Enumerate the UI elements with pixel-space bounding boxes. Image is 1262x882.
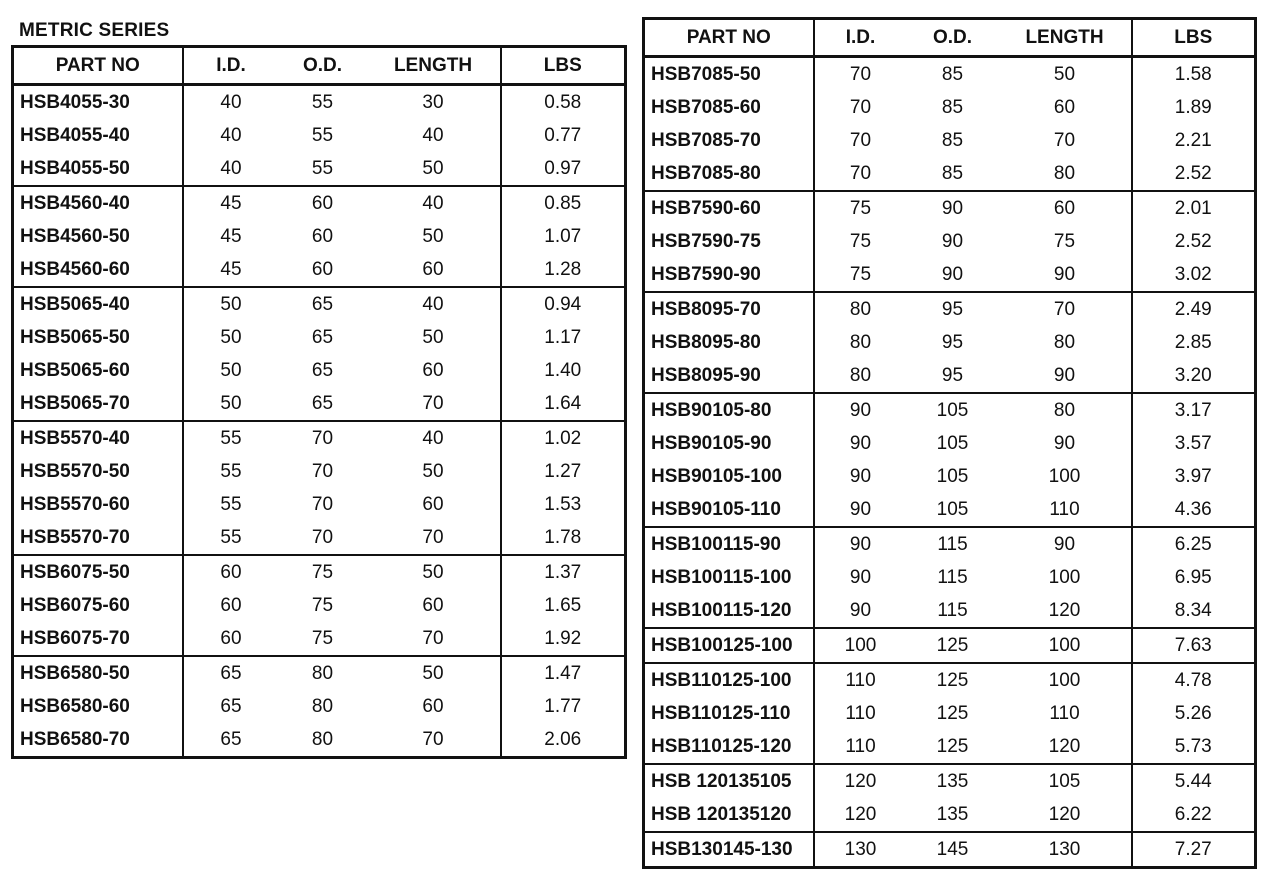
table-row [644,91,1256,124]
cell-lbs: 2.01 [1132,191,1256,225]
table-row [644,427,1256,460]
cell-length: 50 [367,656,501,690]
cell-lbs: 2.06 [544,728,582,750]
cell-od: 65 [311,359,334,381]
cell-od: 115 [907,527,999,561]
cell-od: 115 [937,599,968,621]
table-row [644,527,1256,561]
cell-part-no: HSB4055-40 [13,119,183,152]
cell-od: 105 [907,393,999,427]
col-header-part-no: PART NO [644,19,814,57]
cell-id: 65 [183,656,279,690]
table-row [644,460,1256,493]
cell-id: 50 [220,392,242,414]
metric-series-table-right [642,17,1257,869]
cell-lbs: 0.97 [544,157,582,179]
cell-id: 40 [220,124,242,146]
cell-length: 105 [999,764,1132,798]
cell-id: 60 [220,627,242,649]
table-row [644,124,1256,157]
col-header-od: O.D. [279,47,367,85]
cell-od: 85 [941,96,964,118]
col-header-od: O.D. [907,19,999,57]
cell-lbs: 0.85 [501,186,626,220]
cell-od: 55 [311,157,334,179]
cell-od: 65 [311,326,334,348]
table-row [644,764,1256,798]
cell-length: 50 [367,220,501,253]
table-row [644,493,1256,527]
cell-length: 90 [999,427,1132,460]
cell-lbs: 3.97 [1174,465,1212,487]
cell-id: 90 [849,599,872,621]
table-row [13,555,626,589]
cell-id: 130 [814,832,907,868]
cell-length: 110 [999,493,1132,527]
cell-part-no: HSB6580-50 [13,656,183,690]
table-row [13,186,626,220]
cell-od: 145 [907,832,999,868]
cell-length: 40 [367,186,501,220]
cell-length: 60 [367,690,501,723]
cell-lbs: 0.77 [544,124,582,146]
cell-od: 135 [907,764,999,798]
cell-part-no: HSB4560-50 [13,220,183,253]
cell-id: 90 [814,393,907,427]
table-row [13,690,626,723]
cell-length: 50 [367,555,501,589]
table-row [644,157,1256,191]
cell-part-no: HSB110125-110 [644,697,814,730]
cell-id: 50 [220,359,242,381]
cell-lbs: 5.73 [1174,735,1212,757]
table-row [13,152,626,186]
cell-length: 50 [999,57,1132,92]
cell-od: 70 [279,421,367,455]
cell-od: 125 [936,702,969,724]
cell-part-no: HSB5065-40 [13,287,183,321]
cell-lbs: 0.58 [544,91,582,113]
cell-part-no: HSB7590-90 [644,258,814,292]
table-row [13,421,626,455]
table-row [644,628,1256,663]
cell-od: 80 [311,728,334,750]
cell-od: 80 [311,695,334,717]
cell-od: 105 [936,498,969,520]
cell-length: 50 [367,152,501,186]
cell-length: 90 [999,359,1132,393]
table-row [644,292,1256,326]
cell-length: 70 [367,521,501,555]
cell-lbs: 7.63 [1132,628,1256,663]
table-row [644,393,1256,427]
cell-id: 110 [845,702,876,724]
table-row [13,119,626,152]
cell-length: 100 [999,561,1132,594]
cell-lbs: 1.77 [544,695,582,717]
table-row [644,258,1256,292]
table-row [13,622,626,656]
cell-id: 55 [220,460,242,482]
cell-part-no: HSB90105-110 [644,493,814,527]
cell-lbs: 6.22 [1174,803,1212,825]
cell-od: 125 [907,663,999,697]
cell-part-no: HSB6580-70 [13,723,183,758]
cell-od: 70 [311,493,334,515]
col-header-part-no: PART NO [13,47,183,85]
table-row [13,589,626,622]
table-row [13,723,626,758]
cell-part-no: HSB5570-50 [13,455,183,488]
cell-od: 60 [279,186,367,220]
cell-length: 120 [999,594,1132,628]
cell-part-no: HSB90105-90 [644,427,814,460]
cell-lbs: 4.36 [1174,498,1212,520]
table-row [13,287,626,321]
cell-id: 120 [814,764,907,798]
cell-lbs: 2.21 [1174,129,1212,151]
cell-part-no: HSB7085-70 [644,124,814,157]
cell-od: 105 [936,465,969,487]
cell-part-no: HSB5065-70 [13,387,183,421]
cell-lbs: 3.20 [1174,364,1212,386]
cell-length: 60 [367,488,501,521]
cell-lbs: 1.27 [544,460,582,482]
cell-id: 50 [183,287,279,321]
cell-length: 90 [999,527,1132,561]
cell-part-no: HSB8095-90 [644,359,814,393]
cell-od: 95 [907,292,999,326]
cell-part-no: HSB7085-60 [644,91,814,124]
header-row [13,47,626,85]
cell-od: 55 [311,124,334,146]
table-row [644,561,1256,594]
cell-lbs: 2.52 [1174,162,1212,184]
cell-lbs: 2.49 [1132,292,1256,326]
cell-length: 100 [999,460,1132,493]
table-row [644,191,1256,225]
table-row [644,663,1256,697]
cell-id: 75 [849,263,872,285]
cell-part-no: HSB100115-90 [644,527,814,561]
cell-id: 40 [220,157,242,179]
col-header-length: LENGTH [999,19,1132,57]
cell-lbs: 1.64 [544,392,582,414]
cell-part-no: HSB6075-70 [13,622,183,656]
cell-od: 90 [941,263,964,285]
table-row [644,225,1256,258]
cell-id: 90 [849,498,872,520]
page-title: METRIC SERIES [19,20,170,41]
cell-length: 70 [367,723,501,758]
cell-od: 65 [279,287,367,321]
cell-length: 80 [999,157,1132,191]
cell-lbs: 1.53 [544,493,582,515]
cell-lbs: 3.02 [1174,263,1212,285]
table-row [644,594,1256,628]
cell-part-no: HSB 120135120 [644,798,814,832]
cell-part-no: HSB130145-130 [644,832,814,868]
cell-lbs: 1.17 [544,326,582,348]
cell-lbs: 5.26 [1174,702,1212,724]
cell-part-no: HSB7590-60 [644,191,814,225]
cell-length: 110 [999,697,1132,730]
cell-od: 125 [907,628,999,663]
cell-id: 70 [849,63,872,85]
header-row [644,19,1256,57]
cell-od: 60 [311,225,334,247]
cell-id: 90 [849,432,872,454]
cell-part-no: HSB 120135105 [644,764,814,798]
cell-lbs: 3.17 [1132,393,1256,427]
cell-id: 55 [183,421,279,455]
cell-part-no: HSB4055-50 [13,152,183,186]
cell-length: 40 [367,119,501,152]
cell-id: 45 [220,258,242,280]
cell-length: 90 [999,258,1132,292]
cell-part-no: HSB4560-40 [13,186,183,220]
cell-lbs: 2.85 [1174,331,1212,353]
cell-length: 50 [367,455,501,488]
cell-od: 85 [941,63,964,85]
cell-length: 70 [367,622,501,656]
cell-id: 40 [220,91,242,113]
cell-part-no: HSB90105-80 [644,393,814,427]
cell-od: 55 [311,91,334,113]
cell-length: 130 [999,832,1132,868]
col-header-lbs: LBS [501,47,626,85]
cell-part-no: HSB5570-40 [13,421,183,455]
cell-id: 55 [220,526,242,548]
cell-id: 65 [220,695,242,717]
table-row [644,730,1256,764]
cell-od: 85 [941,162,964,184]
cell-lbs: 1.37 [501,555,626,589]
table-row [13,488,626,521]
cell-part-no: HSB8095-80 [644,326,814,359]
cell-lbs: 1.89 [1174,96,1212,118]
cell-part-no: HSB7590-75 [644,225,814,258]
cell-part-no: HSB5570-60 [13,488,183,521]
cell-part-no: HSB100115-120 [644,594,814,628]
cell-lbs: 2.52 [1174,230,1212,252]
cell-length: 60 [367,354,501,387]
table-row [13,521,626,555]
cell-lbs: 1.07 [544,225,582,247]
col-header-length: LENGTH [367,47,501,85]
cell-length: 75 [999,225,1132,258]
col-header-lbs: LBS [1132,19,1256,57]
cell-length: 40 [367,287,501,321]
cell-lbs: 6.95 [1174,566,1212,588]
cell-id: 50 [220,326,242,348]
cell-length: 120 [999,798,1132,832]
cell-od: 95 [941,364,964,386]
table-row [644,326,1256,359]
cell-id: 90 [814,527,907,561]
cell-lbs: 6.25 [1132,527,1256,561]
cell-id: 70 [849,129,872,151]
cell-length: 100 [999,663,1132,697]
table-row [13,253,626,287]
cell-id: 80 [849,364,872,386]
cell-lbs: 5.44 [1132,764,1256,798]
cell-part-no: HSB5065-60 [13,354,183,387]
cell-od: 115 [937,566,968,588]
table-row [13,321,626,354]
cell-part-no: HSB7085-50 [644,57,814,92]
cell-length: 80 [999,393,1132,427]
cell-length: 60 [999,91,1132,124]
cell-length: 70 [999,124,1132,157]
cell-part-no: HSB5570-70 [13,521,183,555]
cell-length: 70 [999,292,1132,326]
cell-part-no: HSB90105-100 [644,460,814,493]
cell-od: 95 [941,331,964,353]
cell-od: 85 [941,129,964,151]
cell-id: 100 [814,628,907,663]
cell-lbs: 1.65 [544,594,582,616]
cell-od: 105 [936,432,969,454]
table-body [644,57,1256,868]
cell-od: 90 [907,191,999,225]
cell-lbs: 3.57 [1174,432,1212,454]
cell-part-no: HSB4055-30 [13,85,183,120]
cell-od: 75 [311,627,334,649]
cell-part-no: HSB8095-70 [644,292,814,326]
table-row [13,455,626,488]
cell-id: 65 [220,728,242,750]
table-row [644,57,1256,92]
table-row [13,387,626,421]
cell-part-no: HSB110125-120 [644,730,814,764]
cell-lbs: 1.40 [544,359,582,381]
cell-id: 60 [183,555,279,589]
table-row [644,832,1256,868]
cell-lbs: 1.02 [501,421,626,455]
col-header-id: I.D. [183,47,279,85]
table-row [644,798,1256,832]
cell-length: 50 [367,321,501,354]
cell-lbs: 1.47 [501,656,626,690]
cell-length: 80 [999,326,1132,359]
cell-od: 75 [279,555,367,589]
cell-part-no: HSB6075-50 [13,555,183,589]
cell-lbs: 7.27 [1132,832,1256,868]
cell-lbs: 0.94 [501,287,626,321]
cell-id: 75 [849,230,872,252]
cell-id: 70 [849,162,872,184]
table-row [13,85,626,120]
cell-id: 80 [849,331,872,353]
cell-id: 110 [845,735,876,757]
cell-lbs: 4.78 [1132,663,1256,697]
cell-length: 60 [367,253,501,287]
cell-od: 90 [941,230,964,252]
cell-od: 135 [936,803,969,825]
cell-id: 55 [220,493,242,515]
cell-od: 70 [311,460,334,482]
cell-lbs: 1.28 [544,258,582,280]
cell-part-no: HSB100115-100 [644,561,814,594]
cell-id: 45 [220,225,242,247]
cell-part-no: HSB100125-100 [644,628,814,663]
cell-id: 90 [849,465,872,487]
cell-id: 45 [183,186,279,220]
cell-od: 125 [936,735,969,757]
cell-length: 60 [999,191,1132,225]
cell-id: 80 [814,292,907,326]
cell-od: 65 [311,392,334,414]
cell-id: 70 [849,96,872,118]
table-row [644,697,1256,730]
cell-id: 60 [220,594,242,616]
table-row [13,220,626,253]
cell-length: 70 [367,387,501,421]
cell-part-no: HSB4560-60 [13,253,183,287]
table-row [13,354,626,387]
cell-part-no: HSB7085-80 [644,157,814,191]
metric-series-table-left [11,45,627,759]
cell-length: 100 [999,628,1132,663]
cell-id: 110 [814,663,907,697]
cell-od: 60 [311,258,334,280]
table-body [13,85,626,758]
cell-length: 120 [999,730,1132,764]
cell-od: 80 [279,656,367,690]
col-header-id: I.D. [814,19,907,57]
cell-length: 40 [367,421,501,455]
table-row [644,359,1256,393]
cell-id: 120 [844,803,877,825]
cell-lbs: 1.92 [544,627,582,649]
cell-od: 75 [311,594,334,616]
cell-id: 75 [814,191,907,225]
cell-lbs: 1.78 [544,526,582,548]
table-row [13,656,626,690]
cell-length: 60 [367,589,501,622]
cell-lbs: 1.58 [1174,63,1212,85]
cell-part-no: HSB6580-60 [13,690,183,723]
cell-id: 90 [849,566,872,588]
cell-part-no: HSB5065-50 [13,321,183,354]
cell-part-no: HSB6075-60 [13,589,183,622]
cell-part-no: HSB110125-100 [644,663,814,697]
cell-lbs: 8.34 [1174,599,1212,621]
cell-od: 70 [311,526,334,548]
cell-length: 30 [367,85,501,120]
